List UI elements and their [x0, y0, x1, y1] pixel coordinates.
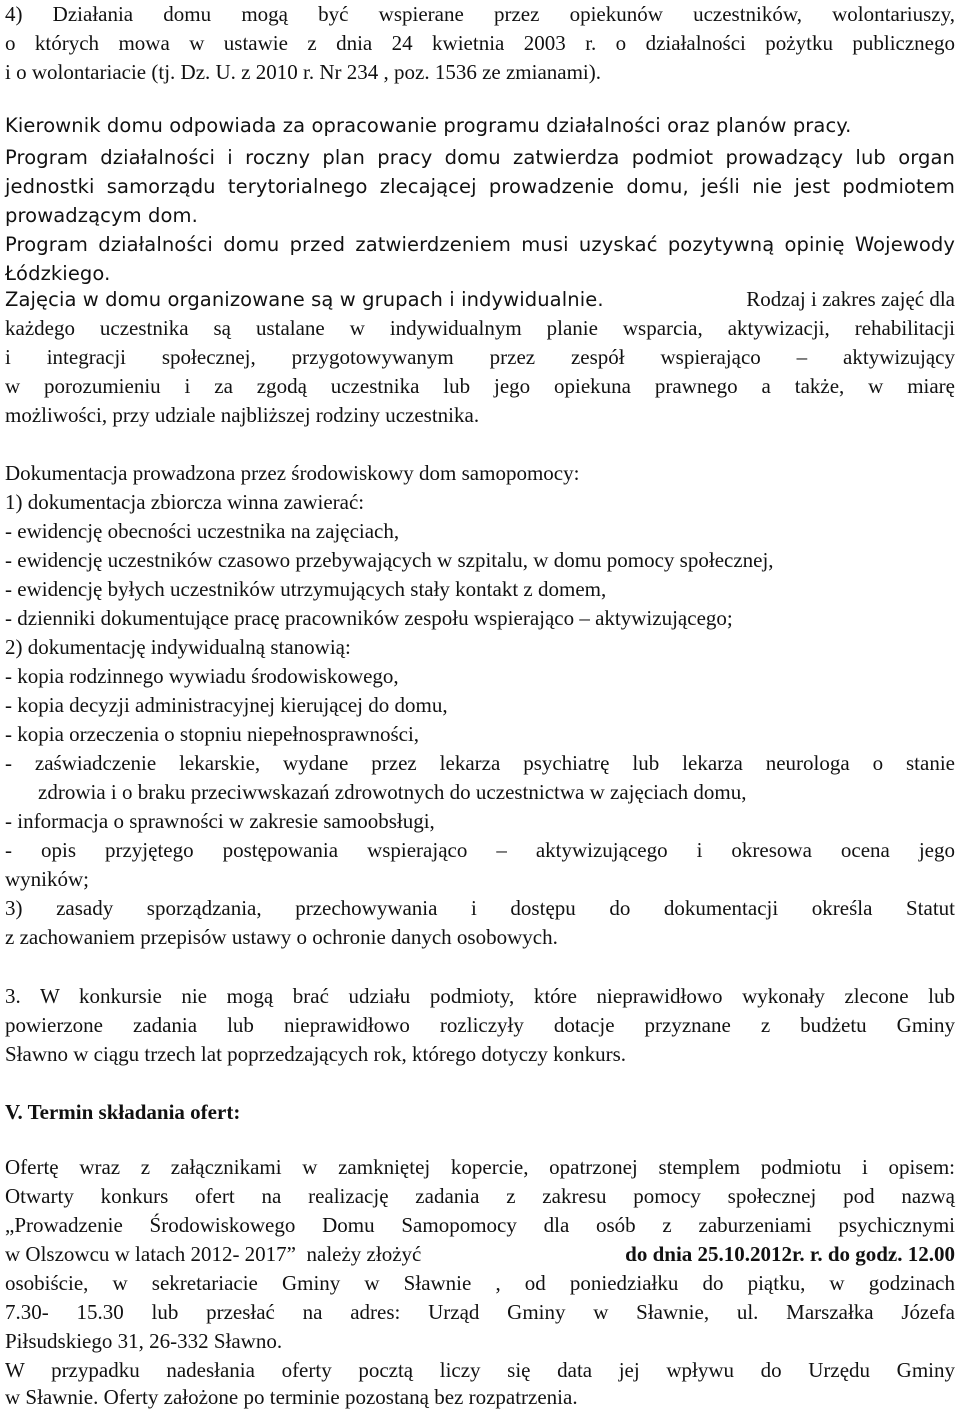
section-heading: V. Termin składania ofert:	[5, 1100, 241, 1124]
program-line: jednostki samorządu terytorialnego zlecającej prowadzenie domu, jeśli nie jest podmiotem	[5, 175, 955, 198]
list-item: 3) zasady sporządzania, przechowywania i dostępu do dokumentacji określa Statut	[5, 896, 955, 920]
offer-line: „Prowadzenie Środowiskowego Domu Samopomocy dla osób z zaburzeniami psychicznymi	[5, 1213, 955, 1237]
list-item: - ewidencję obecności uczestnika na zajęciach,	[5, 519, 400, 543]
paragraph-4-line: i o wolontariacie (tj. Dz. U. z 2010 r. Nr 234 , poz. 1536 ze zmianami).	[5, 60, 601, 84]
offer-text: w Olszowcu w latach 2012- 2017” należy złożyć	[5, 1242, 427, 1266]
list-item-continuation: wyników;	[5, 867, 89, 891]
offer-line: Piłsudskiego 31, 26-332 Sławno.	[5, 1329, 283, 1353]
scope-line: w porozumieniu i za zgodą uczestnika lub jego opiekuna prawnego a także, w miarę	[5, 374, 955, 398]
offer-deadline-line	[5, 1240, 955, 1269]
scope-line: i integracji społecznej, przygotowywanym przez zespół wspierająco – aktywizujący	[5, 345, 955, 369]
program-line: prowadzącym dom.	[5, 204, 198, 227]
scope-line: każdego uczestnika są ustalane w indywidualnym planie wsparcia, aktywizacji, rehabilitacji	[5, 316, 955, 340]
offer-line: 7.30- 15.30 lub przesłać na adres: Urząd Gminy w Sławnie, ul. Marszałka Józefa	[5, 1300, 955, 1324]
scope-line: możliwości, przy udziale najbliższej rodziny uczestnika.	[5, 403, 480, 427]
list-item: - zaświadczenie lekarskie, wydane przez lekarza psychiatrę lub lekarza neurologa o stanie	[5, 751, 955, 775]
offer-line: W przypadku nadesłania oferty pocztą liczy się data jej wpływu do Urzędu Gminy	[5, 1358, 955, 1382]
classes-text: Zajęcia w domu organizowane są w grupach i indywidualnie.	[5, 288, 604, 311]
paragraph-4-line: o których mowa w ustawie z dnia 24 kwietnia 2003 r. o działalności pożytku publicznego	[5, 31, 955, 55]
scope-text: Rodzaj i zakres zajęć dla	[746, 287, 955, 311]
list-item: - dzienniki dokumentujące pracę pracowników zespołu wspierająco – aktywizującego;	[5, 606, 733, 630]
list-item: - informacja o sprawności w zakresie samoobsługi,	[5, 809, 435, 833]
program-line: Program działalności i roczny plan pracy domu zatwierdza podmiot prowadzący lub organ	[5, 146, 955, 169]
list-item-continuation: zdrowia i o braku przeciwwskazań zdrowotnych do uczestnictwa w zajęciach domu,	[38, 780, 747, 804]
list-item: - ewidencję byłych uczestników utrzymujących stały kontakt z domem,	[5, 577, 607, 601]
paragraph-4-line: 4) Działania domu mogą być wspierane przez opiekunów uczestników, wolontariuszy,	[5, 2, 955, 26]
list-item: - kopia rodzinnego wywiadu środowiskowego,	[5, 664, 399, 688]
director-line: Kierownik domu odpowiada za opracowanie programu działalności oraz planów pracy.	[5, 114, 852, 137]
offer-line: osobiście, w sekretariacie Gminy w Sławnie , od poniedziałku do piątku, w godzinach	[5, 1271, 955, 1295]
documentation-heading: Dokumentacja prowadzona przez środowiskowy dom samopomocy:	[5, 461, 580, 485]
deadline-text: do dnia 25.10.2012r. r. do godz. 12.00	[619, 1242, 955, 1266]
opinion-line: Program działalności domu przed zatwierdzeniem musi uzyskać pozytywną opinię Wojewody	[5, 233, 955, 256]
point-3-line: 3. W konkursie nie mogą brać udziału podmioty, które nieprawidłowo wykonały zlecone lub	[5, 984, 955, 1008]
offer-line: Ofertę wraz z załącznikami w zamkniętej kopercie, opatrzonej stemplem podmiotu i opisem:	[5, 1155, 955, 1179]
list-item: 1) dokumentacja zbiorcza winna zawierać:	[5, 490, 365, 514]
point-3-line: Sławno w ciągu trzech lat poprzedzających rok, którego dotyczy konkurs.	[5, 1042, 627, 1066]
list-item: 2) dokumentację indywidualną stanowią:	[5, 635, 351, 659]
opinion-line: Łódzkiego.	[5, 262, 111, 285]
list-item: - kopia orzeczenia o stopniu niepełnosprawności,	[5, 722, 420, 746]
offer-line: w Sławnie. Oferty założone po terminie pozostaną bez rozpatrzenia.	[5, 1385, 578, 1409]
list-item-continuation: z zachowaniem przepisów ustawy o ochronie danych osobowych.	[5, 925, 558, 949]
point-3-line: powierzone zadania lub nieprawidłowo rozliczyły dotacje przyznane z budżetu Gminy	[5, 1013, 955, 1037]
classes-line	[5, 285, 955, 314]
list-item: - kopia decyzji administracyjnej kierującej do domu,	[5, 693, 448, 717]
list-item: - opis przyjętego postępowania wspierająco – aktywizującego i okresowa ocena jego	[5, 838, 955, 862]
list-item: - ewidencję uczestników czasowo przebywających w szpitalu, w domu pomocy społecznej,	[5, 548, 774, 572]
offer-line: Otwarty konkurs ofert na realizację zadania z zakresu pomocy społecznej pod nazwą	[5, 1184, 955, 1208]
